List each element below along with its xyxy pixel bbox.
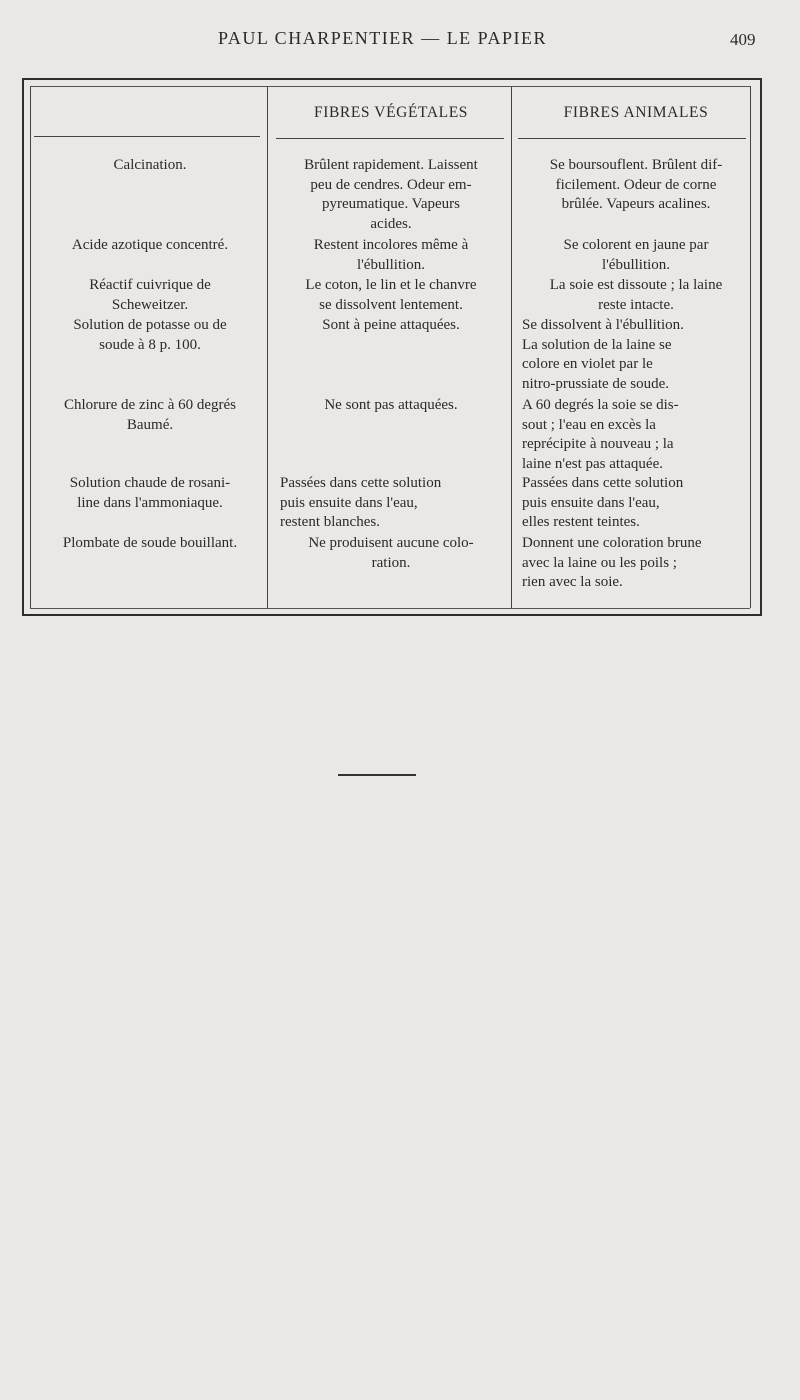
reagent-cell: Solution chaude de rosani- line dans l'ammoniaque. — [69, 475, 231, 511]
animal-cell: Passées dans cette solution puis ensuite dans l'eau, elles restent teintes. — [522, 475, 684, 530]
column-divider-left — [30, 86, 31, 608]
column-divider-1 — [267, 86, 268, 608]
reagent-cell: Chlorure de zinc à 60 degrés Baumé. — [63, 397, 237, 433]
header-rule-col1 — [34, 136, 260, 137]
vegetal-cell: Sont à peine attaquées. — [322, 317, 460, 333]
column-header-vegetal: FIBRES VÉGÉTALES — [313, 104, 469, 121]
column-divider-right — [750, 86, 751, 608]
column-header-animal: FIBRES ANIMALES — [563, 104, 709, 121]
comparison-table — [22, 78, 762, 616]
running-title: PAUL CHARPENTIER — LE PAPIER — [218, 28, 548, 48]
reagent-cell: Plombate de soude bouillant. — [62, 535, 238, 551]
animal-cell: La soie est dissoute ; la laine reste intacte. — [549, 277, 723, 313]
header-rule-col2 — [276, 138, 504, 139]
reagent-cell: Acide azotique concentré. — [71, 237, 229, 253]
animal-cell: Se colorent en jaune par l'ébullition. — [563, 237, 709, 273]
table-inner-bottom-rule — [30, 608, 750, 609]
vegetal-cell: Passées dans cette solution puis ensuite dans l'eau, restent blanches. — [280, 475, 442, 530]
section-end-rule — [338, 774, 416, 776]
reagent-cell: Réactif cuivrique de Scheweitzer. — [89, 277, 211, 313]
vegetal-cell: Ne produisent aucune colo- ration. — [308, 535, 474, 571]
animal-cell: A 60 degrés la soie se dis- sout ; l'eau en excès la reprécipite à nouveau ; la laine n'est pas attaquée. — [522, 397, 679, 472]
vegetal-cell: Restent incolores même à l'ébullition. — [313, 237, 469, 273]
vegetal-cell: Brûlent rapidement. Laissent peu de cendres. Odeur em- pyreumatique. Vapeurs acides. — [304, 157, 478, 232]
reagent-cell: Solution de potasse ou de soude à 8 p. 100. — [73, 317, 227, 353]
animal-cell: Se boursouflent. Brûlent dif- ficilement. Odeur de corne brûlée. Vapeurs acalines. — [549, 157, 723, 212]
animal-cell: Se dissolvent à l'ébullition. La solution de la laine se colore en violet par le nitro-prussiate de soude. — [522, 317, 684, 392]
vegetal-cell: Le coton, le lin et le chanvre se dissolvent lentement. — [305, 277, 477, 313]
header-rule-col3 — [518, 138, 746, 139]
page-header — [0, 28, 800, 56]
table-inner-top-rule — [30, 86, 750, 87]
column-divider-2 — [511, 86, 512, 608]
animal-cell: Donnent une coloration brune avec la laine ou les poils ; rien avec la soie. — [522, 535, 702, 590]
vegetal-cell: Ne sont pas attaquées. — [324, 397, 458, 413]
reagent-cell: Calcination. — [113, 157, 187, 173]
page-number: 409 — [730, 30, 756, 49]
